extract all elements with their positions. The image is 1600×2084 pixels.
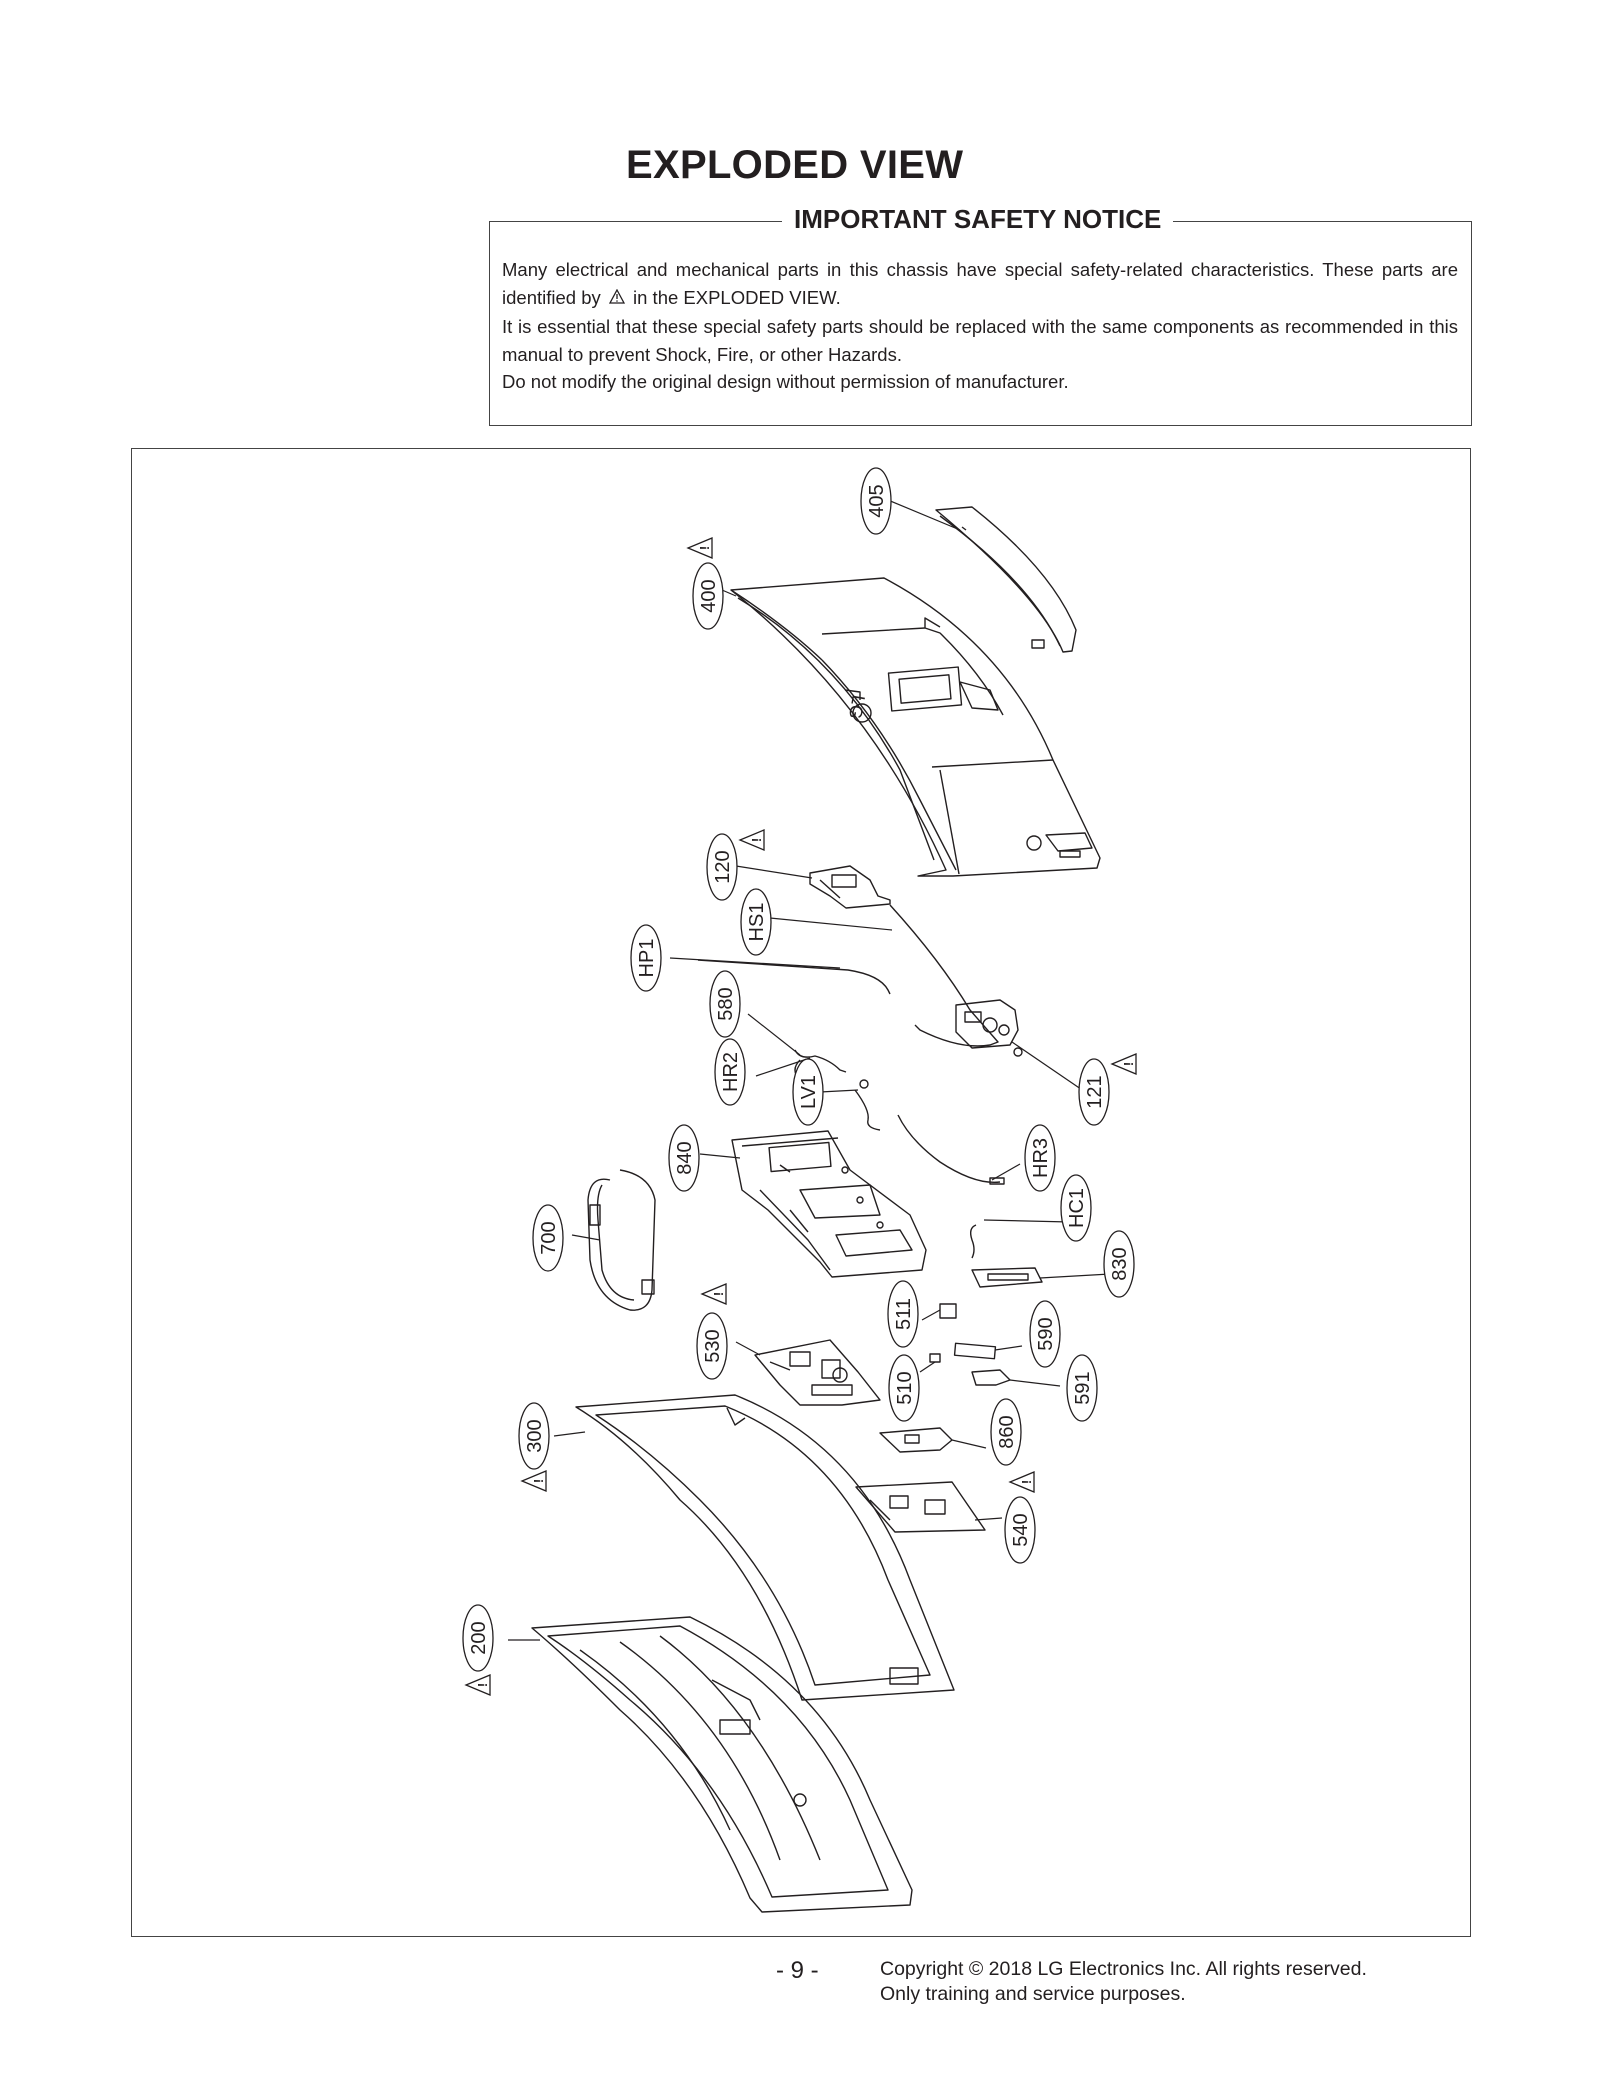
label-121: 121: [1084, 1075, 1106, 1109]
label-510: 510: [894, 1371, 916, 1405]
warning-triangle-icon: [740, 830, 764, 850]
copyright-line-1: Copyright © 2018 LG Electronics Inc. All rights reserved.: [880, 1958, 1367, 1980]
label-hc1: HC1: [1066, 1187, 1088, 1229]
copyright-line-2: Only training and service purposes.: [880, 1983, 1186, 2005]
part-200-back-plate: [532, 1617, 912, 1912]
warning-triangle-icon: [522, 1471, 546, 1491]
label-590: 590: [1035, 1317, 1057, 1351]
part-510-connector: [930, 1354, 940, 1362]
part-120-speaker: [810, 866, 890, 908]
part-511-jack: [940, 1304, 956, 1318]
label-511: 511: [893, 1298, 915, 1330]
svg-text:!: !: [531, 1478, 546, 1484]
notice-line-1-end: in the EXPLODED VIEW.: [633, 286, 841, 308]
label-400: 400: [698, 579, 720, 613]
label-hr2: HR2: [720, 1051, 742, 1093]
svg-text:!: !: [1019, 1479, 1034, 1485]
part-hs1-cable: [890, 905, 998, 1046]
warning-triangle-icon: [688, 538, 712, 558]
label-405: 405: [866, 484, 888, 518]
notice-line-3: Do not modify the original design without permission of manufacturer.: [502, 371, 1069, 392]
svg-text:!: !: [475, 1682, 490, 1688]
part-300-middle-frame: [576, 1395, 954, 1700]
part-830-bracket: [972, 1268, 1042, 1287]
warning-triangle-icon: [702, 1284, 726, 1304]
label-lv1: LV1: [798, 1074, 820, 1110]
part-400-rear-cover: [731, 578, 1100, 876]
part-121-speaker: [956, 1000, 1022, 1056]
label-860: 860: [996, 1415, 1018, 1449]
svg-text:!: !: [711, 1291, 726, 1297]
label-700: 700: [538, 1221, 560, 1255]
safety-notice-title: IMPORTANT SAFETY NOTICE: [782, 204, 1173, 235]
svg-text:!: !: [749, 837, 764, 843]
warning-triangle-icon: [1112, 1054, 1136, 1074]
warning-triangle-icon: [466, 1675, 490, 1695]
notice-line-2: It is essential that these special safety parts should be replaced with the same components as recommended in this manual to prevent Shock, Fire, or other Hazards.: [502, 316, 1458, 365]
notice-line-1-start: Many electrical and mechanical parts in this chassis have special safety-related characteristics. These parts are identified by: [502, 259, 1458, 308]
lg-logo-text: LG: [844, 693, 869, 721]
part-hc1-cable: [971, 1225, 976, 1258]
page-title: EXPLODED VIEW: [626, 143, 964, 187]
part-591-button: [972, 1370, 1010, 1385]
copyright-footer: [880, 1957, 1367, 2007]
label-hr3: HR3: [1030, 1137, 1052, 1179]
label-530: 530: [702, 1329, 724, 1363]
label-120: 120: [712, 850, 734, 884]
label-200: 200: [468, 1621, 490, 1655]
label-591: 591: [1072, 1371, 1094, 1405]
svg-text:!: !: [697, 545, 712, 551]
part-840-chassis: [732, 1131, 926, 1277]
label-830: 830: [1109, 1247, 1131, 1281]
part-lv1-cable: [855, 1080, 1004, 1184]
label-580: 580: [715, 987, 737, 1021]
part-590-board: [955, 1343, 996, 1358]
warning-triangle-icon: [1010, 1472, 1034, 1492]
page-number: - 9 -: [776, 1957, 819, 1984]
label-hs1: HS1: [746, 902, 768, 942]
label-540: 540: [1010, 1513, 1032, 1547]
part-860-bracket: [880, 1428, 952, 1452]
part-530-power-board: [755, 1340, 880, 1405]
svg-text:!: !: [1121, 1061, 1136, 1067]
part-540-main-board: [856, 1482, 985, 1532]
label-300: 300: [524, 1419, 546, 1453]
label-840: 840: [674, 1141, 696, 1175]
label-hp1: HP1: [636, 938, 658, 978]
